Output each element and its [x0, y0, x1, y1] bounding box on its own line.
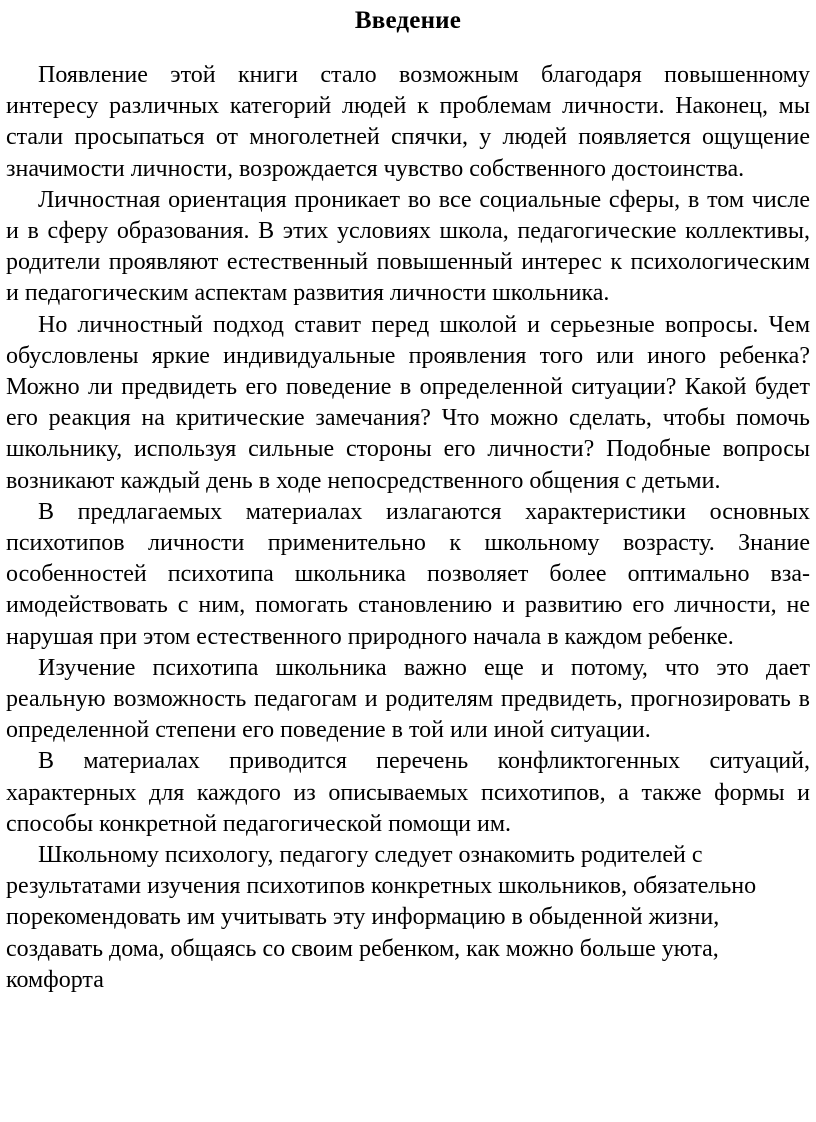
paragraph-4: В предлагаемых материалах излагаются характеристики основных психотипов личности применительно к школьному возрасту. Знание особенностей психотипа школьника позволяет более оптимально взаимодействовать с ним, помогать становлению и развитию его личности, не нарушая при этом естественного природного начала в каждом ребенке. — [6, 498, 810, 650]
paragraph-5: Изучение психотипа школьника важно еще и потому, что это дает реальную возможность педагогам и родителям предвидеть, прогнозировать в определенной степени его поведение в той или иной ситуации. — [6, 654, 810, 744]
paragraph-7: Школьному психологу, педагогу следует ознакомить родителей с результатами изучения психотипов конкретных школьников, обязательно порекомендовать им учитывать эту информацию в обыденной жизни, создавать дома, общаясь со своим ребенком, как можно больше уюта, комфорта — [6, 842, 757, 993]
paragraph-6: В материалах приводится перечень конфликтогенных ситуаций, характерных для каждого из описываемых психотипов, а также формы и способы конкретной педагогической помощи им. — [6, 748, 810, 837]
page-title: Введение — [354, 7, 462, 34]
paragraph-2: Личностная ориентация проникает во все социальные сферы, в том числе и в сферу образования. В этих условиях школа, педагогические коллективы, родители проявляют естественный повышенный интерес к психологическим и педагогическим аспектам развития личности школьника. — [6, 186, 810, 307]
paragraph-3: Но личностный подход ставит перед школой и серьезные вопросы. Чем обусловлены яркие индивидуальные проявления того или иного ребенка? Можно ли предвидеть его поведение в определенной ситуации? Какой будет его реакция на критические замечания? Что можно сделать, чтобы помочь школьнику, используя сильные стороны его личности? Подобные вопросы возникают каждый день в ходе непосредственного общения с детьми. — [6, 311, 810, 494]
paragraph-1: Появление этой книги стало возможным благодаря повышенному интересу различных категорий людей к проблемам личности. Наконец, мы стали просыпаться от многолетней спячки, у людей появляется ощущение значимости личности, возрождается чувство собственного достоинства. — [6, 62, 810, 182]
